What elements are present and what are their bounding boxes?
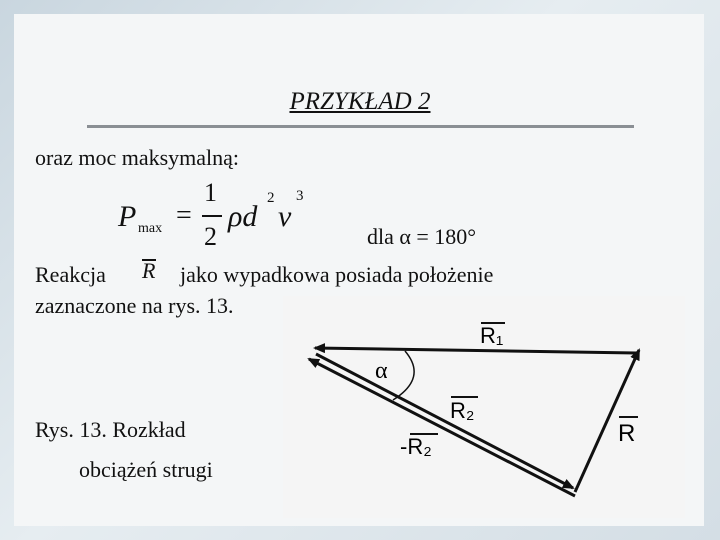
formula-subscript: max (138, 221, 163, 236)
reaction-line2: zaznaczone na rys. 13. (35, 293, 234, 318)
caption-line2: obciążeń strugi (79, 457, 213, 482)
fraction-bar (202, 215, 222, 217)
label-alpha: α (375, 358, 388, 384)
formula-p: P (118, 200, 137, 233)
force-diagram (283, 296, 685, 518)
formula-nu: ν (278, 200, 292, 233)
title-divider (87, 125, 634, 128)
formula-equals: = (176, 200, 192, 231)
vector-r1 (315, 348, 638, 353)
reaction-suffix: jako wypadkowa posiada położenie (180, 262, 494, 287)
formula-exp1: 2 (267, 190, 275, 206)
intro-text: oraz moc maksymalną: (35, 145, 240, 170)
formula-exp2: 3 (296, 188, 304, 204)
label-r2: R₂ (450, 398, 475, 423)
reaction-symbol: R (142, 258, 156, 283)
label-minus-r2: -R₂ (400, 434, 432, 459)
label-r: R (618, 420, 636, 447)
formula-numerator: 1 (204, 178, 217, 207)
angle-arc (393, 351, 414, 400)
reaction-prefix: Reakcja (35, 262, 106, 287)
vector-r2 (316, 354, 573, 488)
max-power-formula (118, 178, 318, 262)
formula-rho-d: ρd (228, 200, 258, 233)
vector-minus-r2 (309, 359, 575, 496)
formula-denominator: 2 (204, 222, 217, 251)
label-r1: R₁ (480, 323, 504, 348)
slide-title: PRZYKŁAD 2 (289, 88, 431, 115)
caption-line1: Rys. 13. Rozkład (35, 417, 186, 442)
condition-text: dla α = 180° (367, 224, 477, 249)
